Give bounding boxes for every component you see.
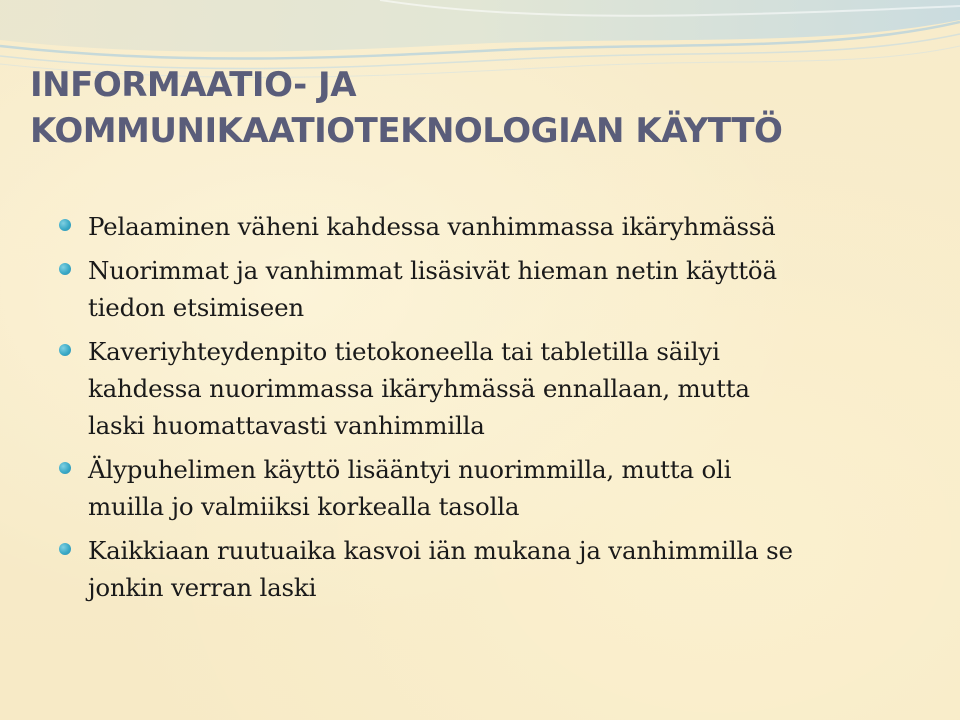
bullet-line: kahdessa nuorimmassa ikäryhmässä ennallaan, mutta	[88, 374, 750, 403]
bullet-item	[58, 333, 948, 444]
bullet-dot-icon	[59, 219, 71, 231]
slide-title-line: INFORMAATIO- JA	[30, 65, 357, 105]
bullet-item	[58, 252, 948, 326]
bullet-line: Kaikkiaan ruutuaika kasvoi iän mukana ja vanhimmilla se	[88, 536, 793, 565]
bullet-line: tiedon etsimiseen	[88, 293, 304, 322]
bullet-line: Älypuhelimen käyttö lisääntyi nuorimmilla, mutta oli	[88, 455, 732, 484]
bullet-line: laski huomattavasti vanhimmilla	[88, 411, 485, 440]
bullet-item	[58, 532, 948, 606]
bullet-line: Nuorimmat ja vanhimmat lisäsivät hieman netin käyttöä	[88, 256, 777, 285]
bullet-text	[88, 208, 948, 245]
bullet-line: muilla jo valmiiksi korkealla tasolla	[88, 492, 520, 521]
bullet-text	[88, 451, 948, 525]
bullet-dot-icon	[59, 344, 71, 356]
bullet-dot-icon	[59, 543, 71, 555]
bullet-text	[88, 532, 948, 606]
bullet-list	[58, 208, 948, 613]
bullet-item	[58, 451, 948, 525]
bullet-dot-icon	[59, 263, 71, 275]
slide-title	[30, 62, 930, 154]
bullet-text	[88, 252, 948, 326]
bullet-line: jonkin verran laski	[88, 573, 317, 602]
bullet-text	[88, 333, 948, 444]
bullet-dot-icon	[59, 462, 71, 474]
bullet-item	[58, 208, 948, 245]
bullet-line: Kaveriyhteydenpito tietokoneella tai tabletilla säilyi	[88, 337, 720, 366]
bullet-line: Pelaaminen väheni kahdessa vanhimmassa ikäryhmässä	[88, 212, 776, 241]
slide-title-line: KOMMUNIKAATIOTEKNOLOGIAN KÄYTTÖ	[30, 111, 783, 151]
